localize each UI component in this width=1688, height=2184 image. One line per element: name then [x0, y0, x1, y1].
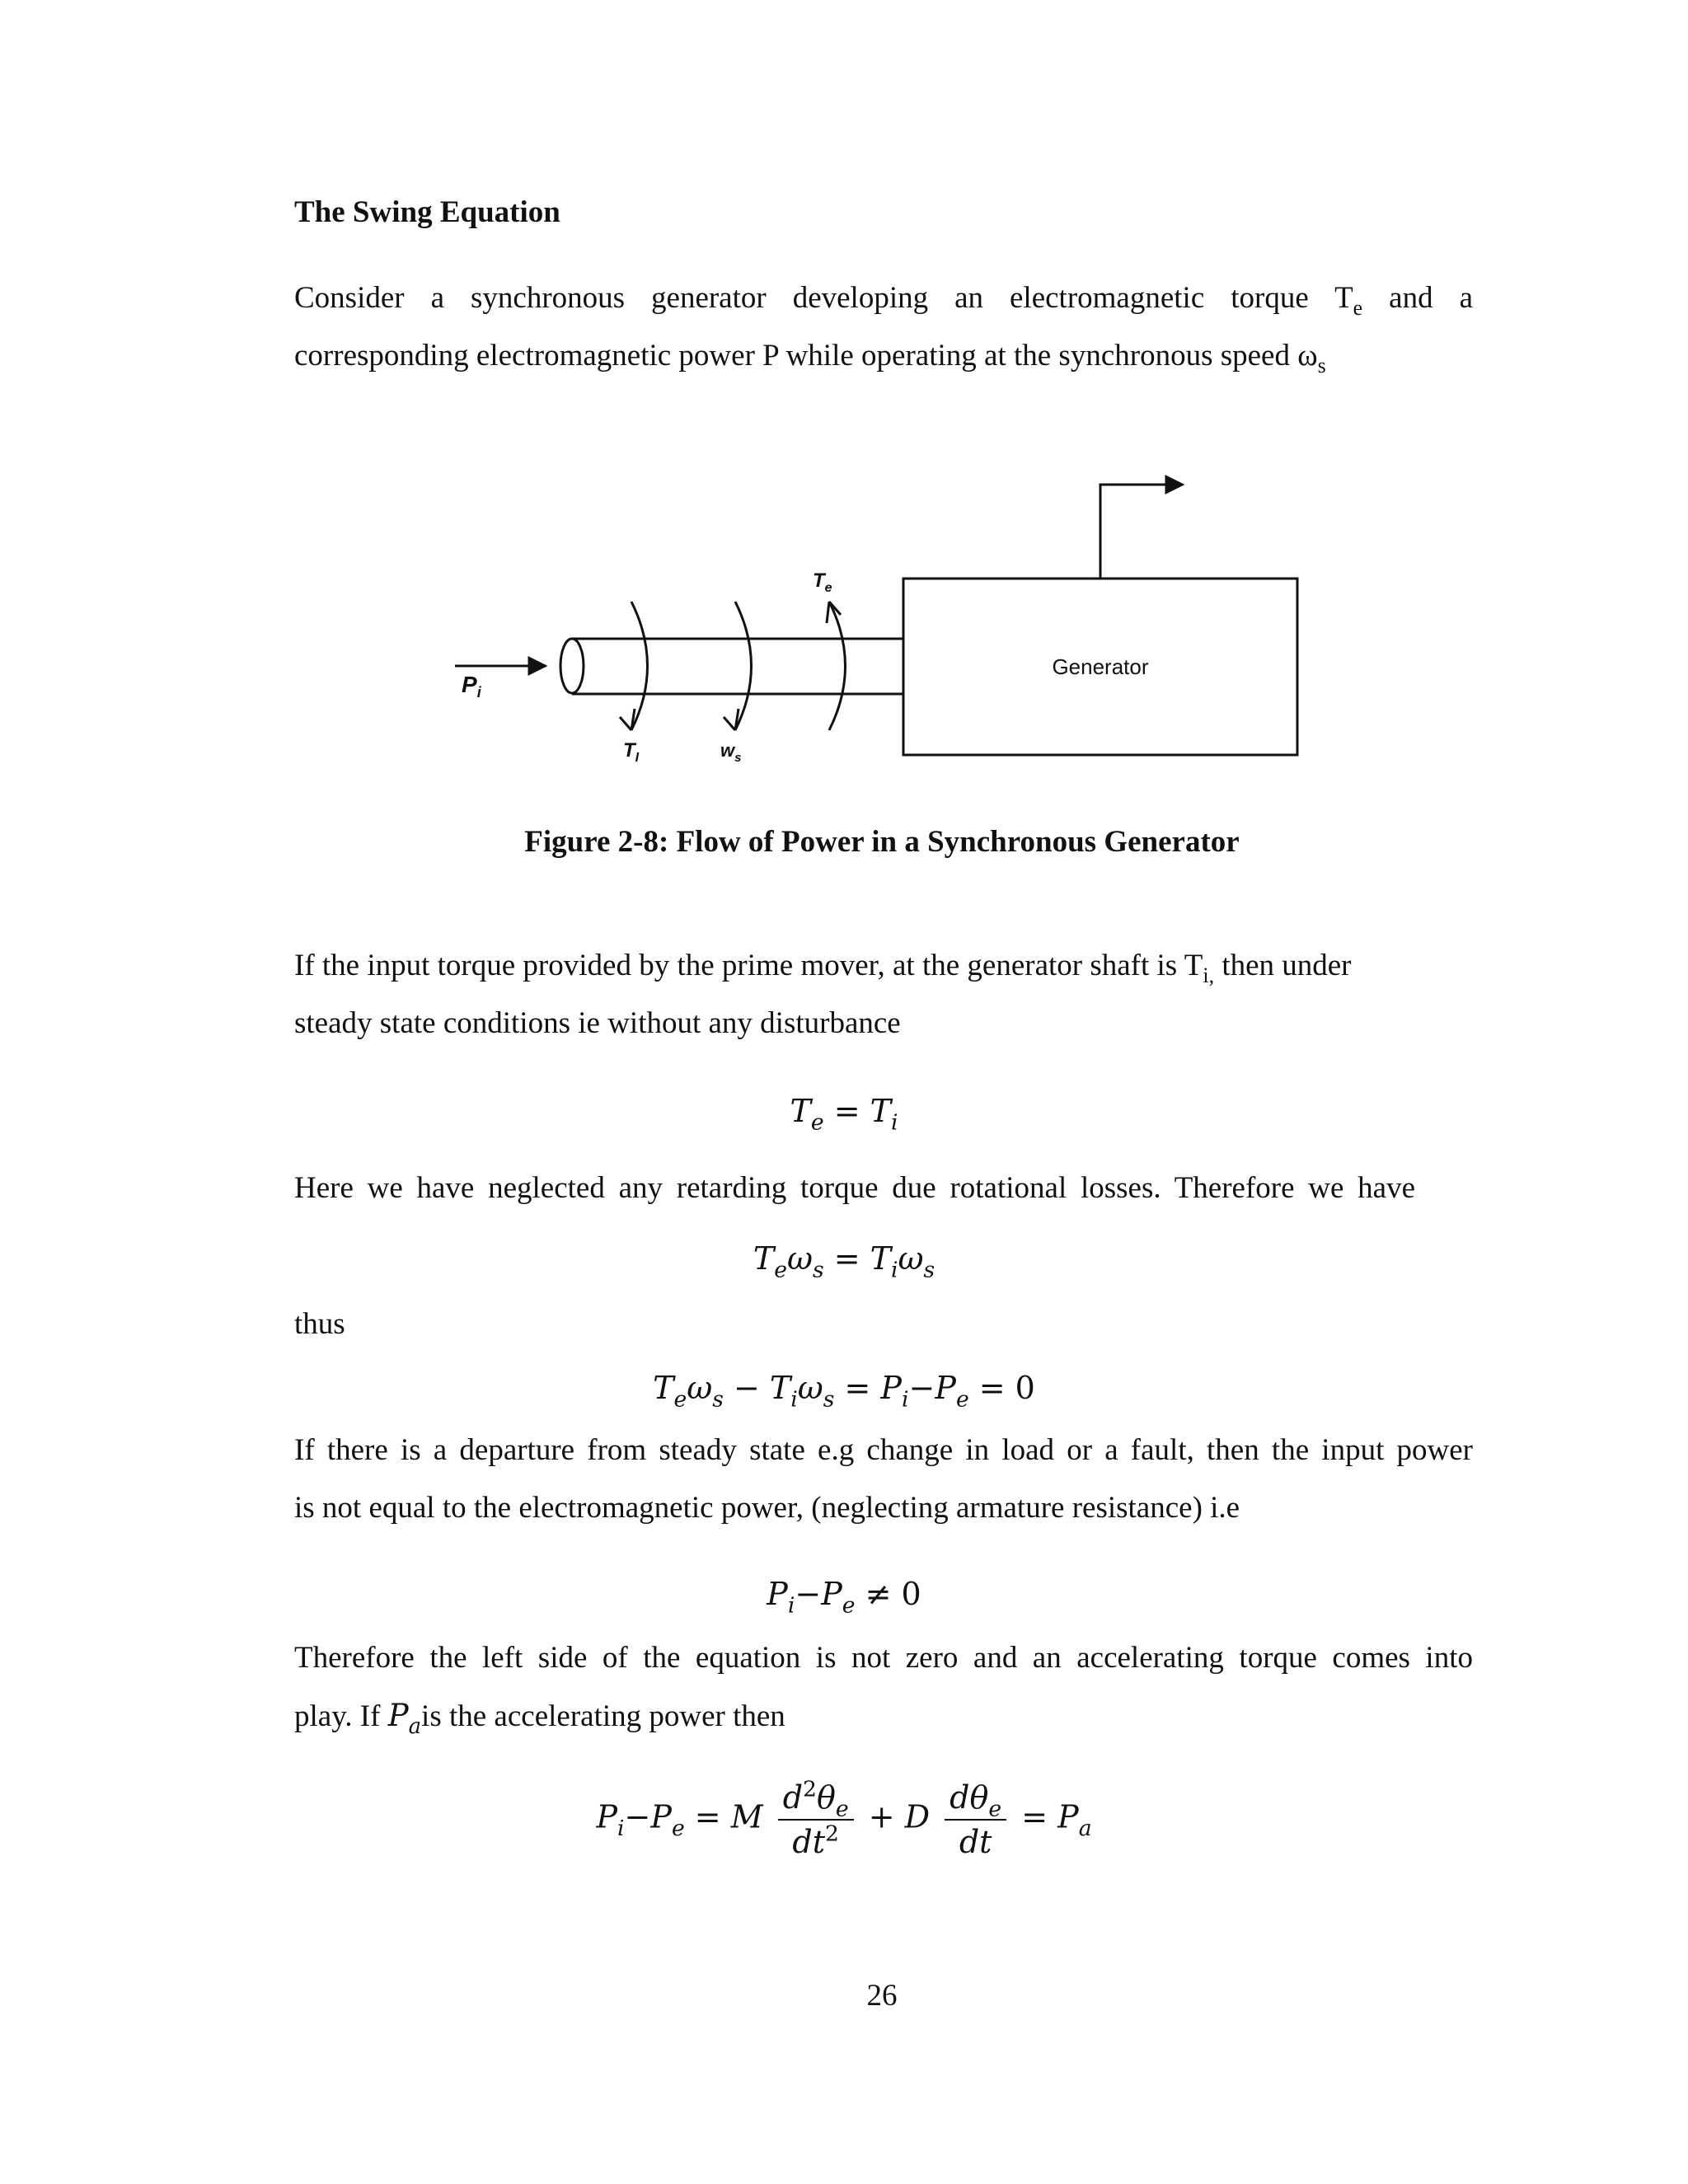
section-heading: The Swing Equation [294, 195, 560, 229]
output-power-arrow [1100, 485, 1183, 579]
para3: Here we have neglected any retarding torque due rotational losses. Therefore we have [294, 1171, 1415, 1205]
swing-equation: $P_i-P_e = M$ $\frac{d^2\theta_e}{dt^2}$ + D $\frac{d\theta_e}{dt}$ = $P_a$ [0, 1776, 1688, 1863]
equation-power-mismatch: $P_i-P_e \ne 0$ [767, 1576, 921, 1619]
equation-te-equals-ti: $T_e = T_i$ [790, 1093, 898, 1136]
shaft-end [560, 639, 584, 693]
para4-line2: is not equal to the electromagnetic power, (neglecting armature resistance) i.e [294, 1491, 1240, 1525]
figure-caption: Figure 2-8: Flow of Power in a Synchronous Generator [524, 825, 1240, 859]
input-power-label: $P_i$ [462, 672, 481, 701]
torque-te-arc [829, 602, 846, 730]
ti-label: $T_I$ [623, 739, 640, 765]
ws-label: $w_s$ [720, 740, 742, 765]
page-number: 26 [866, 1979, 898, 2013]
para1-line1: Consider a synchronous generator developing an electromagnetic torque $T_e$ and a [294, 281, 1473, 321]
te-label: $T_e$ [813, 569, 832, 595]
power-flow-diagram [437, 470, 1327, 783]
generator-label: Generator [1052, 654, 1149, 679]
para5-line2: play. If $P_ais$ the accelerating power then [294, 1698, 785, 1740]
equation-power-balance: $T_e\omega_s = T_i\omega_s$ [753, 1240, 935, 1283]
para4-line1: If there is a departure from steady state e.g change in load or a fault, then the input power [294, 1433, 1473, 1467]
second-derivative-fraction: $\frac{d^2\theta_e}{dt^2}$ [778, 1776, 854, 1863]
first-derivative-fraction: $\frac{d\theta_e}{dt}$ [945, 1776, 1006, 1863]
para5-line1: Therefore the left side of the equation is not zero and an accelerating torque comes into [294, 1641, 1473, 1675]
para2-line1: If the input torque provided by the prime mover, at the generator shaft is $T_{i,}$ then under [294, 949, 1352, 988]
thus-text: thus [294, 1307, 345, 1341]
para2-line2: steady state conditions ie without any disturbance [294, 1006, 901, 1040]
para1-line2: corresponding electromagnetic power P while operating at the synchronous speed $\omega_s$ [294, 339, 1326, 378]
equation-power-difference: $T_e\omega_s - T_i\omega_s = P_i-P_e = 0$ [653, 1370, 1035, 1413]
